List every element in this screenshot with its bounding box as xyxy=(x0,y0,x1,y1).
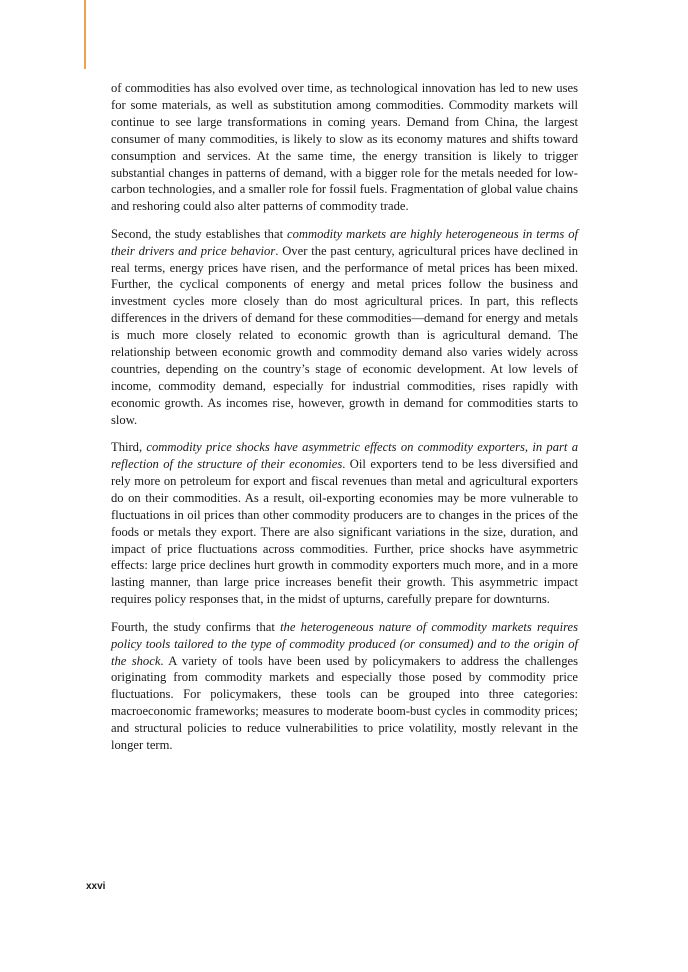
paragraph-text: . Over the past century, agricultural prices have declined in real terms, energy prices have risen, and the performance of metal prices has been mixed. Further, the cyclical components of energy and metal prices follow the business and investment cycles more closely than do most agricultural prices. In part, this reflects differences in the drivers of demand for these commodities—demand for energy and metals is much more closely related to economic growth than is agricultural demand. The relationship between economic growth and commodity demand also varies widely across countries, depending on the country’s stage of economic development. At low levels of income, commodity demand, especially for industrial commodities, rises rapidly with economic growth. As incomes rise, however, growth in demand for commodities starts to slow. xyxy=(111,243,578,427)
page-number: xxvi xyxy=(86,881,106,892)
paragraph-emphasis: the heterogeneous nature of commodity markets requires policy tools tailored to the type of commodity produced (or consumed) and to the origin of the shock xyxy=(111,619,578,668)
paragraph-text: of commodities has also evolved over time, as technological innovation has led to new uses for some materials, as well as substitution among commodities. Commodity markets will continue to see large transformations in coming years. Demand from China, the largest consumer of many commodities, is likely to slow as its economy matures and shifts toward consumption and services. At the same time, the energy transition is likely to trigger substantial changes in patterns of demand, with a bigger role for the metals needed for low-carbon technologies, and a smaller role for fossil fuels. Fragmentation of global value chains and reshoring could also alter patterns of commodity trade. xyxy=(111,81,578,214)
margin-accent-bar xyxy=(84,0,86,69)
paragraph-commodity-evolution xyxy=(111,80,578,215)
paragraph-emphasis: commodity markets are highly heterogeneous in terms of their drivers and price behavior xyxy=(111,226,578,258)
paragraph-asymmetric-effects xyxy=(111,439,578,608)
paragraph-emphasis: commodity price shocks have asymmetric effects on commodity exporters, in part a reflection of the structure of their economies xyxy=(111,440,578,472)
paragraph-text: . Oil exporters tend to be less diversified and rely more on petroleum for export and fiscal revenues than metal and agricultural exporters do on their commodities. As a result, oil-exporting economies may be more vulnerable to fluctuations in oil prices than other commodity producers are to changes in the prices of the foods or metals they export. There are also significant variations in the size, duration, and impact of price fluctuations across commodities. Further, price shocks have asymmetric effects: large price declines hurt growth in commodity exporters much more, and in a more lasting manner, than large price increases benefit their growth. This asymmetric impact requires policy responses that, in the midst of upturns, carefully prepare for downturns. xyxy=(111,457,578,607)
paragraph-text: . A variety of tools have been used by policymakers to address the challenges originating from commodity markets and especially those posed by commodity price fluctuations. For policymakers, these tools can be grouped into three categories: macroeconomic frameworks; measures to moderate boom-bust cycles in commodity prices; and structural policies to reduce vulnerabilities to price volatility, mostly relevant in the longer term. xyxy=(111,653,578,753)
paragraph-lead: Second, the study establishes that xyxy=(111,226,287,241)
body-text xyxy=(111,80,578,764)
paragraph-lead: Fourth, the study confirms that xyxy=(111,619,281,634)
paragraph-policy-tools xyxy=(111,619,578,754)
paragraph-lead: Third, xyxy=(111,440,147,455)
paragraph-heterogeneous-markets xyxy=(111,226,578,429)
